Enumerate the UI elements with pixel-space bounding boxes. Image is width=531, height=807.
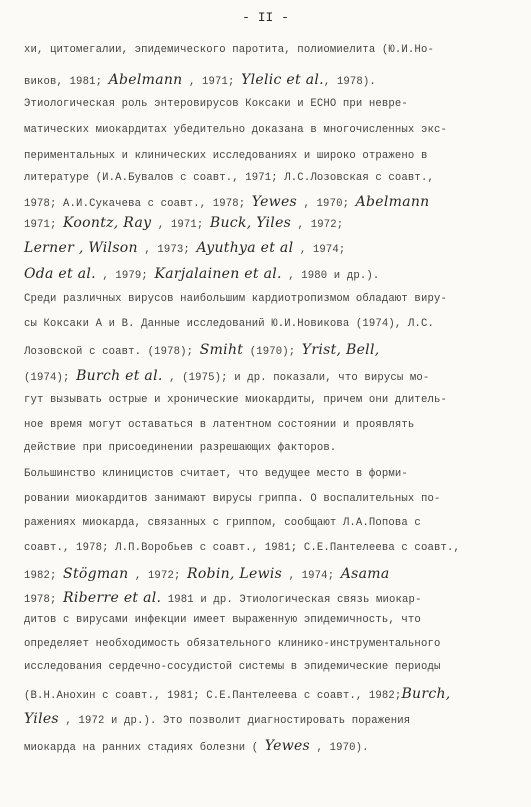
typed-text: , (1975); и др. показали, что вирусы мо- [162, 372, 430, 384]
text-line [24, 124, 447, 136]
typed-text: определяет необходимость обязательного клинико-инструментального [24, 638, 441, 650]
text-line [24, 542, 460, 554]
typed-text: 1982; [24, 570, 64, 582]
typed-text: , 1972; [291, 219, 344, 231]
typed-text: ражениях миокарда, связанных с гриппом, сообщают Л.А.Попова с [24, 517, 421, 529]
typed-text: (В.Н.Анохин с соавт., 1981; С.Е.Пантелеева с соавт., 1982; [24, 690, 402, 702]
text-line [24, 614, 421, 626]
handwritten-author-name: Burch et al. [76, 368, 163, 384]
typed-text: , 1971; [182, 76, 242, 88]
typed-text: , 1978). [323, 76, 376, 88]
typed-text: Среди различных вирусов наибольшим кардиотропизмом обладают виру- [24, 293, 447, 305]
handwritten-author-name: Smiht [199, 342, 244, 358]
typed-text: , 1972; [128, 570, 187, 582]
handwritten-author-name: Asama [340, 566, 390, 582]
handwritten-author-name: Abelmann [355, 194, 430, 210]
typed-text: 1981 и др. Этиологическая связь миокар- [161, 594, 422, 606]
typed-text: литературе (И.А.Бувалов с соавт., 1971; Л.С.Лозовская с соавт., [24, 172, 434, 184]
handwritten-author-name: Yewes [264, 738, 311, 754]
text-line [24, 318, 434, 330]
text-line [24, 711, 410, 727]
text-line [24, 686, 451, 702]
typed-text: Лозовской с соавт. (1978); [24, 346, 200, 358]
typed-text: миокарда на ранних стадиях болезни ( [24, 742, 265, 754]
typed-text: , 1971; [151, 219, 210, 231]
typed-text: 1971; [24, 219, 64, 231]
handwritten-author-name: Lerner , Wilson [24, 240, 138, 256]
typed-text: ровании миокардитов занимают вирусы гриппа. О воспалительных по- [24, 493, 441, 505]
handwritten-author-name: Yrist, Bell, [301, 342, 380, 358]
typed-text: Большинство клиницистов считает, что ведущее место в форми- [24, 468, 408, 480]
handwritten-author-name: Abelmann [108, 72, 183, 88]
handwritten-author-name: Ylelic et al. [241, 72, 324, 88]
page-number: - II - [242, 10, 289, 25]
handwritten-author-name: Stögman [63, 566, 129, 582]
text-line [24, 72, 376, 88]
handwritten-author-name: Buck, Yiles [209, 215, 292, 231]
typed-text: (1970); [243, 346, 302, 358]
typed-text: , 1979; [95, 270, 155, 282]
text-line [24, 266, 379, 282]
typed-text: исследования сердечно-сосудистой системы в эпидемические периоды [24, 661, 441, 673]
text-line [24, 368, 429, 384]
handwritten-author-name: Oda et al. [24, 266, 96, 282]
handwritten-author-name: Yewes [251, 194, 298, 210]
handwritten-author-name: Burch, [401, 686, 451, 702]
typed-text: , 1974; [293, 244, 346, 256]
typed-text: виков, 1981; [24, 76, 109, 88]
text-line [24, 240, 345, 256]
text-line [24, 172, 434, 184]
text-line [24, 738, 369, 754]
text-line [24, 342, 379, 358]
text-line [24, 590, 422, 606]
text-line [24, 468, 408, 480]
typed-text: матических миокардитах убедительно доказана в многочисленных экс- [24, 124, 447, 136]
text-line [24, 661, 440, 673]
typed-text: , 1980 и др.). [281, 270, 380, 282]
typed-text: хи, цитомегалии, эпидемического паротита, полиомиелита (Ю.И.Но- [24, 44, 434, 56]
handwritten-author-name: Koontz, Ray [63, 215, 152, 231]
text-line [24, 293, 447, 305]
text-line [24, 638, 440, 650]
typed-text: , 1970; [297, 198, 356, 210]
text-line [24, 419, 414, 431]
text-line [24, 566, 389, 582]
text-line [24, 194, 430, 210]
typed-text: периментальных и клинических исследованиях и широко отражено в [24, 150, 428, 162]
handwritten-author-name: Yiles [24, 711, 59, 727]
typed-text: сы Коксаки А и В. Данные исследований Ю.И.Новикова (1974), Л.С. [24, 318, 434, 330]
typed-text: ное время могут оставаться в латентном состоянии и проявлять [24, 419, 415, 431]
handwritten-author-name: Robin, Lewis [186, 566, 283, 582]
text-line [24, 98, 408, 110]
handwritten-author-name: Ayuthya et al [196, 240, 294, 256]
typed-text: , 1970). [310, 742, 369, 754]
text-line [24, 493, 440, 505]
typed-text: , 1974; [282, 570, 341, 582]
text-line [24, 150, 427, 162]
typed-text: действие при присоединении разрешающих факторов. [24, 442, 337, 454]
text-line [24, 44, 434, 56]
typed-text: , 1973; [137, 244, 197, 256]
text-line [24, 394, 447, 406]
handwritten-author-name: Karjalainen et al. [154, 266, 282, 282]
typed-text: гут вызывать острые и хронические миокардиты, причем они длитель- [24, 394, 447, 406]
typed-text: , 1972 и др.). Это позволит диагностировать поражения [58, 715, 411, 727]
text-line [24, 215, 343, 231]
typed-text: соавт., 1978; Л.П.Воробьев с соавт., 1981; С.Е.Пантелеева с соавт., [24, 542, 460, 554]
text-line [24, 517, 421, 529]
typed-text: дитов с вирусами инфекции имеет выраженную эпидемичность, что [24, 614, 421, 626]
handwritten-author-name: Riberre et al. [63, 590, 162, 606]
typed-text: Этиологическая роль энтеровирусов Коксаки и ЕСНО при невре- [24, 98, 408, 110]
typed-text: 1978; [24, 594, 64, 606]
text-line [24, 442, 336, 454]
typed-text: 1978; А.И.Сукачева с соавт., 1978; [24, 198, 252, 210]
typed-text: (1974); [24, 372, 77, 384]
